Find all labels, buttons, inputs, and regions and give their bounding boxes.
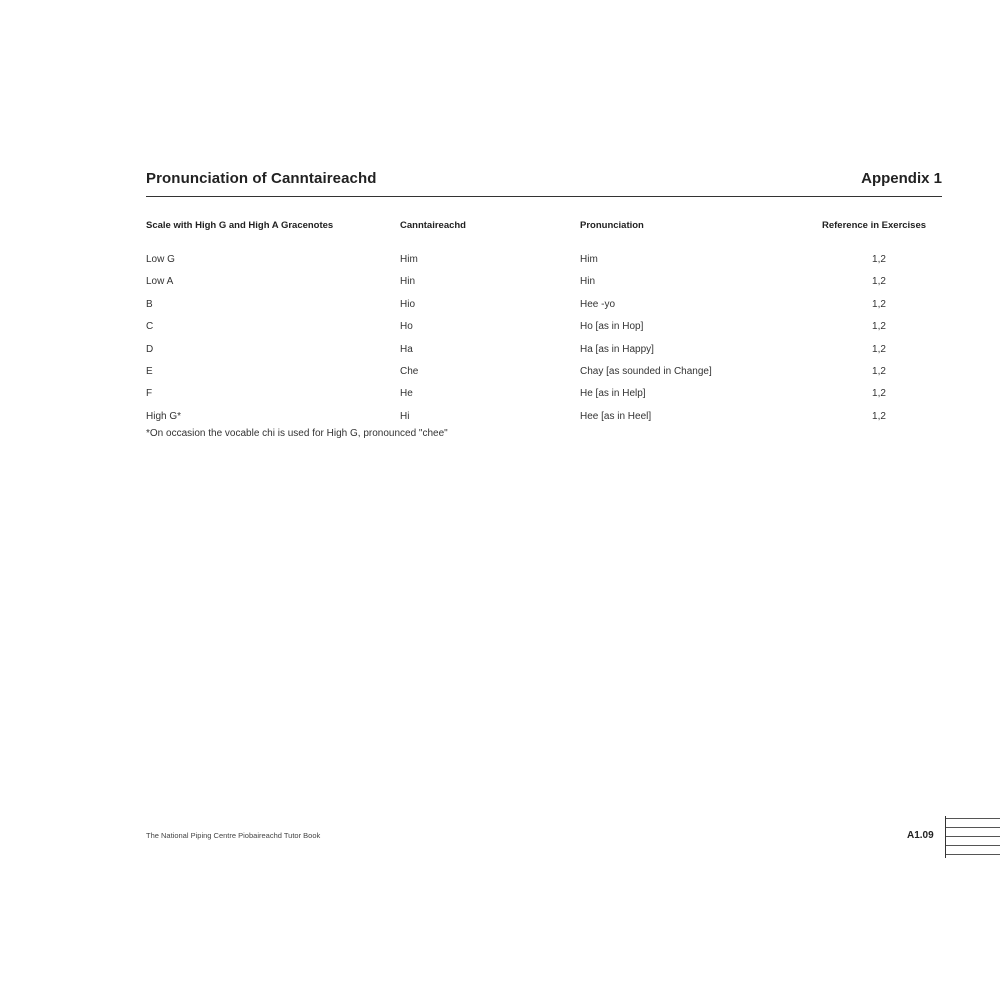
pronunciation-cell: Ho [as in Hop] bbox=[580, 321, 644, 333]
note-cell: Low A bbox=[146, 276, 174, 288]
table-row bbox=[146, 254, 942, 276]
page-header bbox=[146, 168, 942, 197]
reference-cell: 1,2 bbox=[872, 410, 886, 422]
column-header-reference: Reference in Exercises bbox=[822, 220, 927, 231]
page-title: Pronunciation of Canntaireachd bbox=[146, 170, 377, 187]
table-row bbox=[146, 321, 942, 343]
canntaireachd-cell: Che bbox=[400, 365, 419, 377]
canntaireachd-cell: Ho bbox=[400, 321, 413, 333]
table-row bbox=[146, 366, 942, 388]
canntaireachd-cell: Hin bbox=[400, 276, 416, 288]
pronunciation-table bbox=[146, 220, 942, 433]
table-row bbox=[146, 299, 942, 321]
pronunciation-cell: Chay [as sounded in Change] bbox=[580, 365, 712, 377]
note-cell: B bbox=[146, 298, 153, 310]
note-cell: D bbox=[146, 343, 154, 355]
column-header-canntaireachd: Canntaireachd bbox=[400, 220, 466, 231]
note-cell: E bbox=[146, 365, 153, 377]
music-staff-icon bbox=[945, 816, 1000, 858]
reference-cell: 1,2 bbox=[872, 365, 886, 377]
page-number: A1.09 bbox=[907, 830, 934, 841]
canntaireachd-cell: Ha bbox=[400, 343, 413, 355]
footer-book-title: The National Piping Centre Piobaireachd Tutor Book bbox=[146, 831, 321, 840]
footnote: *On occasion the vocable chi is used for High G, pronounced "chee" bbox=[146, 428, 448, 439]
reference-cell: 1,2 bbox=[872, 321, 886, 333]
pronunciation-cell: Ha [as in Happy] bbox=[580, 343, 654, 355]
reference-cell: 1,2 bbox=[872, 343, 886, 355]
column-header-scale: Scale with High G and High A Gracenotes bbox=[146, 220, 334, 231]
note-cell: F bbox=[146, 388, 153, 400]
pronunciation-cell: Him bbox=[580, 254, 598, 265]
reference-cell: 1,2 bbox=[872, 254, 886, 265]
reference-cell: 1,2 bbox=[872, 276, 886, 288]
column-header-pronunciation: Pronunciation bbox=[580, 220, 644, 231]
table-header-row bbox=[146, 220, 942, 254]
appendix-label: Appendix 1 bbox=[861, 170, 942, 187]
note-cell: C bbox=[146, 321, 154, 333]
note-cell: Low G bbox=[146, 254, 175, 265]
table-row bbox=[146, 344, 942, 366]
canntaireachd-cell: Him bbox=[400, 254, 418, 265]
pronunciation-cell: He [as in Help] bbox=[580, 388, 646, 400]
note-cell: High G* bbox=[146, 410, 182, 422]
pronunciation-cell: Hee [as in Heel] bbox=[580, 410, 652, 422]
pronunciation-cell: Hee -yo bbox=[580, 298, 616, 310]
table-row bbox=[146, 388, 942, 410]
reference-cell: 1,2 bbox=[872, 298, 886, 310]
table-row bbox=[146, 276, 942, 298]
canntaireachd-cell: Hi bbox=[400, 410, 410, 422]
canntaireachd-cell: Hio bbox=[400, 298, 416, 310]
pronunciation-cell: Hin bbox=[580, 276, 596, 288]
reference-cell: 1,2 bbox=[872, 388, 886, 400]
canntaireachd-cell: He bbox=[400, 388, 413, 400]
